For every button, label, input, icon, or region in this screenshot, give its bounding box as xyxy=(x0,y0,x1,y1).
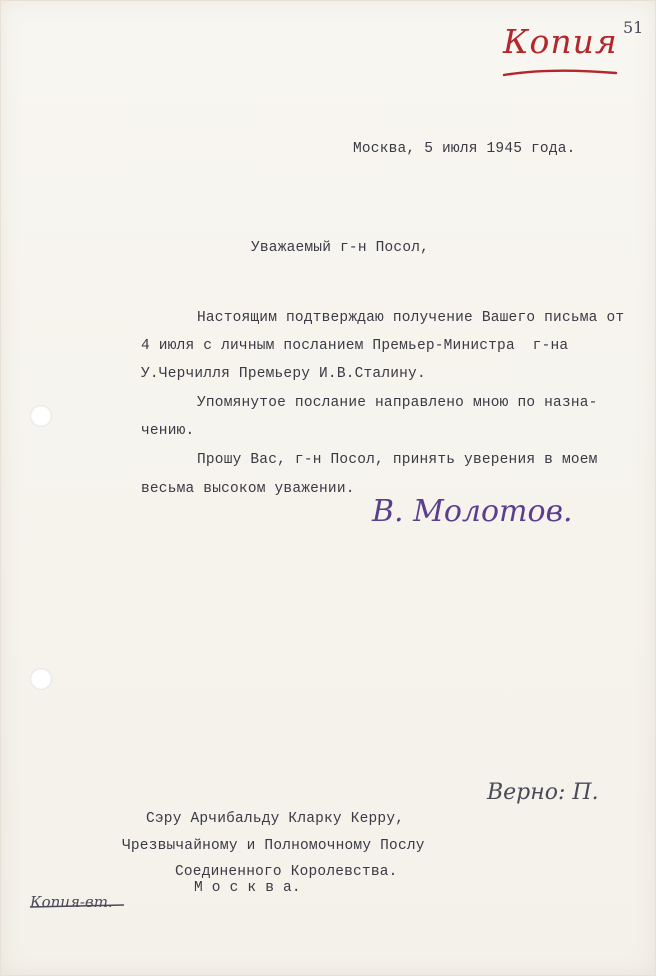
addressee-city: М о с к в а. xyxy=(194,880,301,896)
verification-mark: Верно: П. xyxy=(487,780,599,805)
punch-hole xyxy=(30,405,52,427)
body-line: чению. xyxy=(141,423,195,439)
salutation: Уважаемый г-н Посол, xyxy=(251,240,430,256)
addressee-line: Чрезвычайному и Полномочному Послу xyxy=(122,838,425,854)
copy-note-handwritten: Копия-вт. xyxy=(30,893,113,911)
folio-number: 51 xyxy=(623,18,644,37)
body-line: Упомянутое послание направлено мною по назна- xyxy=(197,395,598,411)
body-line: весьма высоком уважении. xyxy=(141,481,355,497)
body-line: Прошу Вас, г-н Посол, принять уверения в моем xyxy=(197,452,598,468)
signature-molotov: В. Молотов. xyxy=(372,494,573,529)
punch-hole xyxy=(30,668,52,690)
body-line: 4 июля с личным посланием Премьер-Министра г-на xyxy=(141,338,569,354)
body-line: У.Черчилля Премьеру И.В.Сталину. xyxy=(141,366,426,382)
strikethrough-line xyxy=(28,900,128,912)
body-line: Настоящим подтверждаю получение Вашего письма от xyxy=(197,310,625,326)
copy-mark-handwritten: Копия xyxy=(503,22,618,61)
date-line: Москва, 5 июля 1945 года. xyxy=(353,141,576,157)
copy-mark-underline xyxy=(500,66,620,80)
addressee-line: Соединенного Королевства. xyxy=(175,864,398,880)
addressee-line: Сэру Арчибальду Кларку Керру, xyxy=(146,811,405,827)
